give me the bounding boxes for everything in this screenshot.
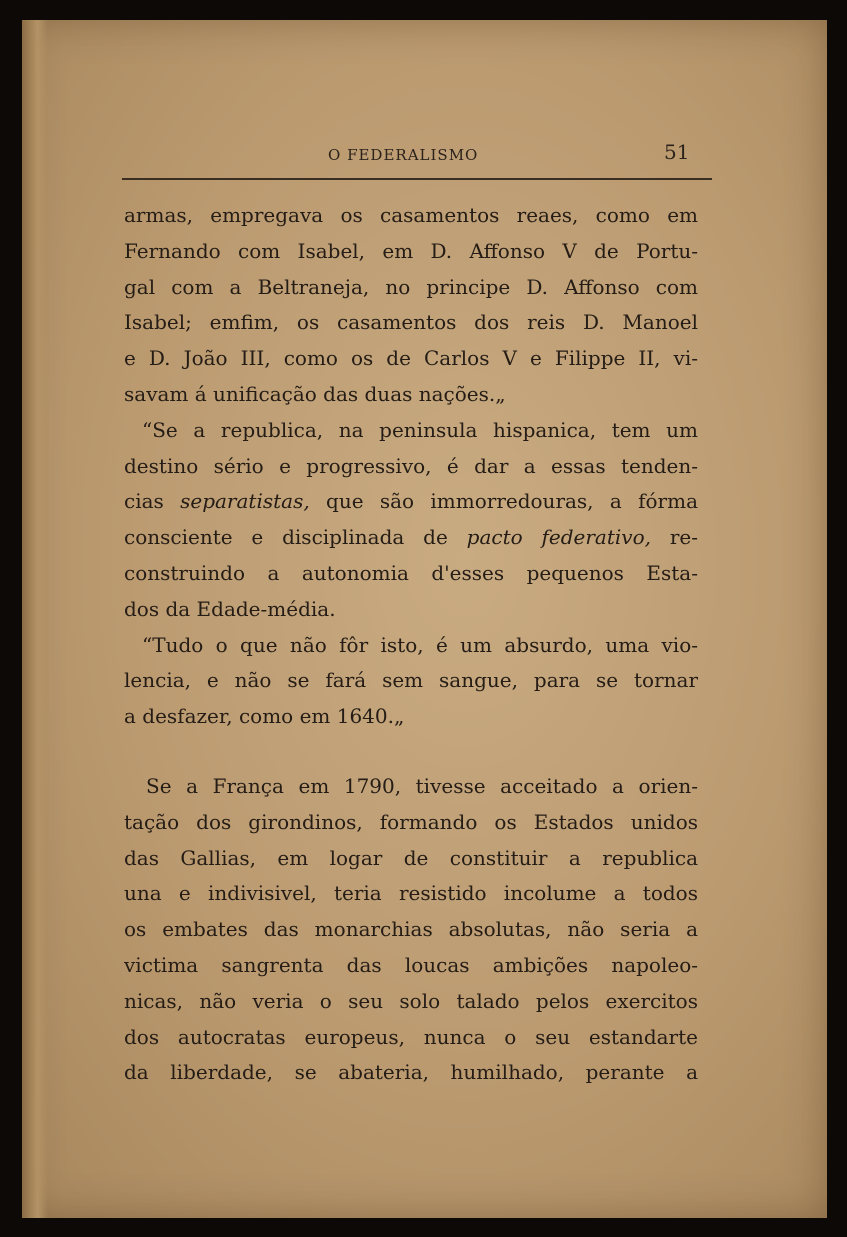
text-line: “Se a republica, na peninsula hispanica, tem um: [142, 417, 698, 442]
text-line: [124, 484, 698, 520]
page-binding-edge: [22, 20, 48, 1218]
paragraph-1: [124, 198, 698, 413]
text-line: Se a França em 1790, tivesse acceitado a orien-: [146, 773, 698, 798]
running-head: [22, 140, 827, 170]
text-line: da liberdade, se abateria, humilhado, perante a: [124, 1060, 698, 1085]
paragraph-gap: [124, 735, 698, 769]
text-line: armas, empregava os casamentos reaes, como em: [124, 203, 698, 227]
text-line: tação dos girondinos, formando os Estados unidos: [124, 809, 698, 834]
text-line: una e indivisivel, teria resistido incolume a todos: [124, 881, 698, 906]
header-rule: [122, 178, 712, 180]
text-line: dos autocratas europeus, nunca o seu estandarte: [124, 1024, 698, 1049]
text-span: consciente e disciplinada de: [124, 525, 467, 550]
paragraph-4: [124, 769, 698, 1091]
text-line: Isabel; emfim, os casamentos dos reis D. Manoel: [124, 310, 698, 335]
text-line: lencia, e não se fará sem sangue, para se tornar: [124, 668, 698, 693]
text-line: nicas, não veria o seu solo talado pelos exercitos: [124, 988, 698, 1013]
page-number: 51: [664, 140, 690, 164]
text-line: gal com a Beltraneja, no principe D. Affonso com: [124, 274, 698, 299]
text-line: savam á unificação das duas nações.„: [124, 381, 506, 406]
text-line: a desfazer, como em 1640.„: [124, 704, 405, 729]
text-line: os embates das monarchias absolutas, não seria a: [124, 917, 698, 942]
text-line: dos da Edade-média.: [124, 596, 336, 621]
paragraph-3: [124, 628, 698, 735]
text-line: construindo a autonomia d'esses pequenos Esta-: [124, 560, 698, 585]
text-line: victima sangrenta das loucas ambições napoleo-: [124, 952, 698, 977]
text-line: e D. João III, como os de Carlos V e Filippe II, vi-: [124, 346, 698, 371]
italic-term-separatistas: separatistas,: [180, 489, 310, 514]
text-line: Fernando com Isabel, em D. Affonso V de Portu-: [124, 238, 698, 263]
text-line: destino sério e progressivo, é dar a essas tenden-: [124, 453, 698, 478]
text-line: “Tudo o que não fôr isto, é um absurdo, uma vio-: [142, 632, 698, 657]
body-text: [124, 198, 698, 1091]
text-span: cias: [124, 489, 181, 514]
running-title: O FEDERALISMO: [328, 146, 479, 164]
book-page: [22, 20, 827, 1218]
text-span: que são immorredouras, a fórma: [309, 489, 698, 514]
paragraph-2: [124, 413, 698, 628]
text-line: das Gallias, em logar de constituir a republica: [124, 845, 698, 870]
italic-term-pacto-federativo: pacto federativo,: [466, 525, 651, 550]
text-span: re-: [651, 525, 698, 550]
text-line: [124, 520, 698, 556]
